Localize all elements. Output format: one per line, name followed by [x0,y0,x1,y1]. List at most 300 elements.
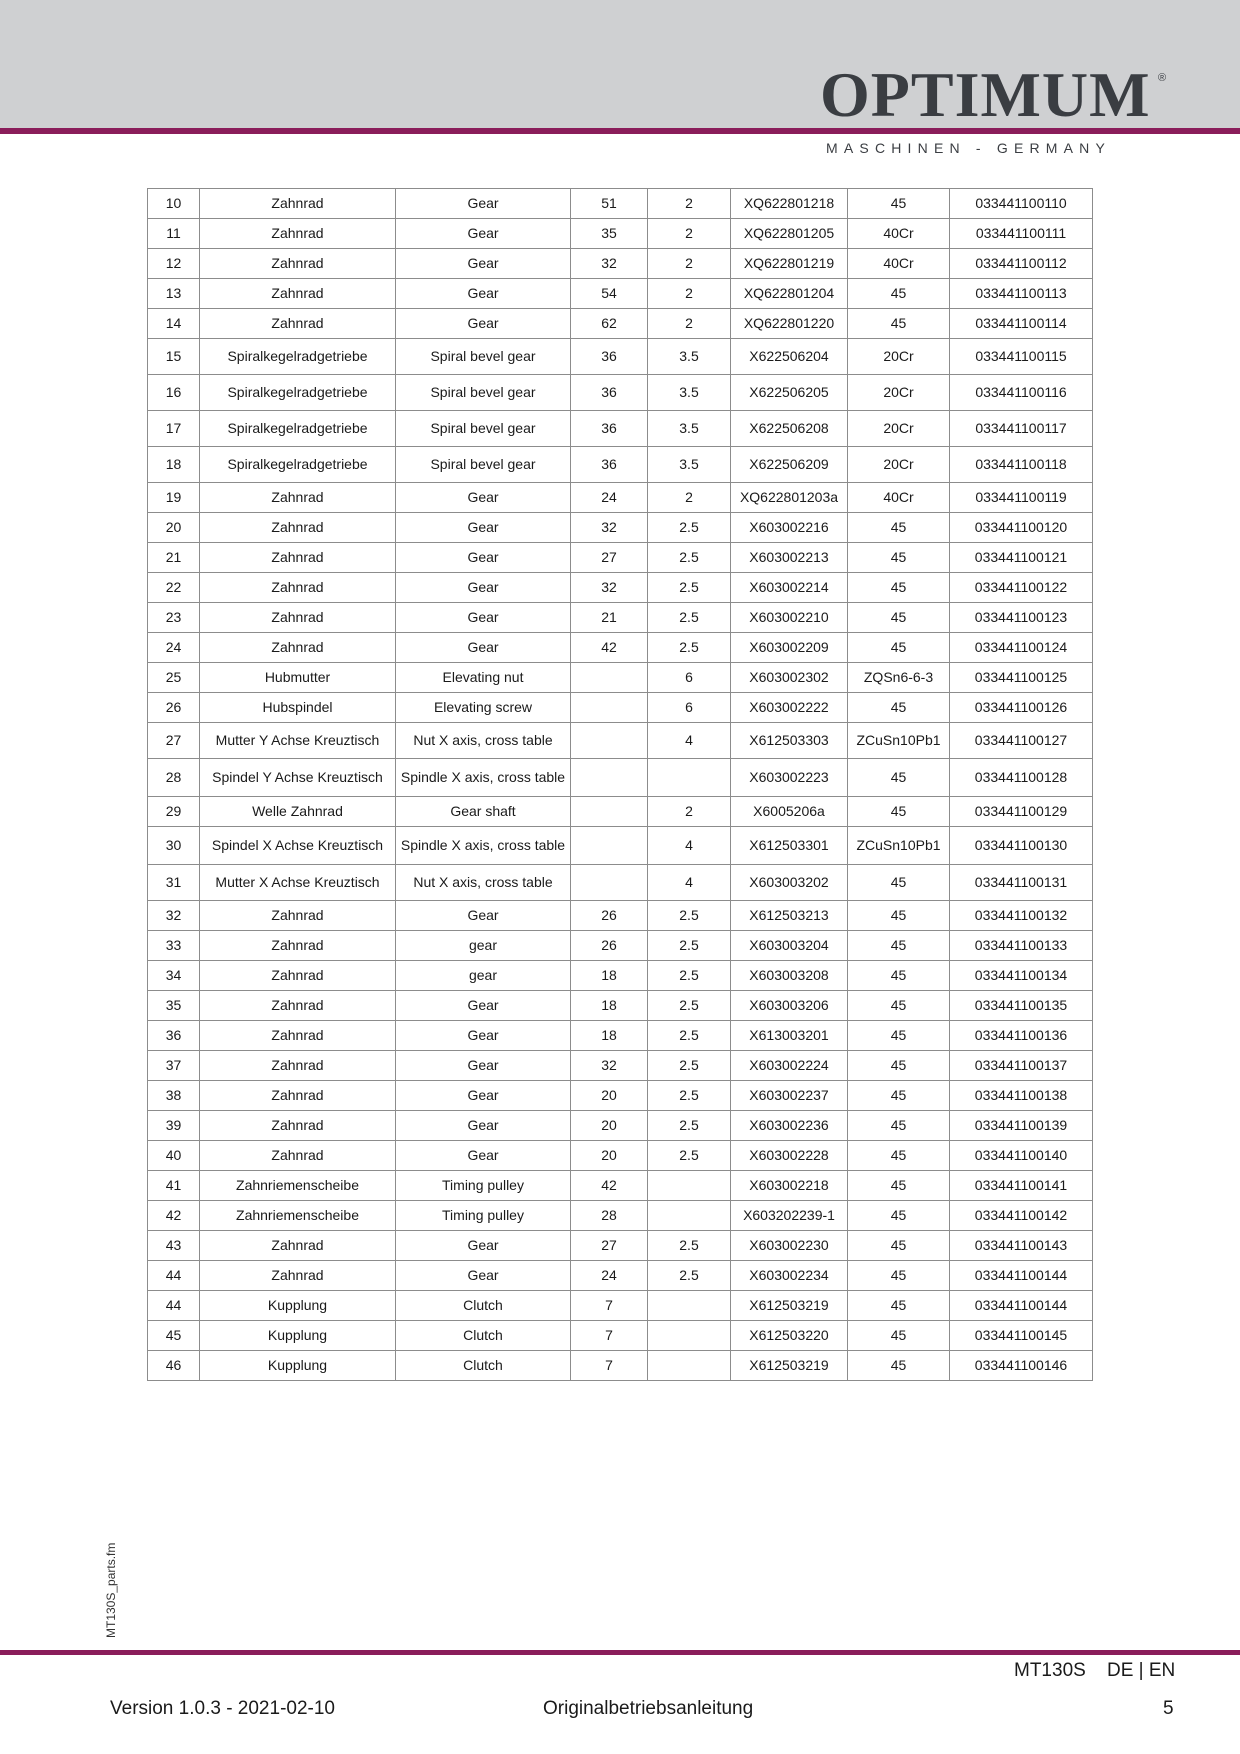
description-de-cell: Spindel X Achse Kreuztisch [200,827,396,865]
table-row [148,797,1093,827]
drawing-number-cell: X612503219 [731,1351,848,1381]
position-cell: 23 [148,603,200,633]
teeth-cell: 51 [571,189,648,219]
position-cell: 20 [148,513,200,543]
drawing-number-cell: XQ622801218 [731,189,848,219]
module-cell: 2.5 [648,543,731,573]
teeth-cell: 32 [571,249,648,279]
description-en-cell: Gear [396,1021,571,1051]
description-de-cell: Hubspindel [200,693,396,723]
description-en-cell: Spindle X axis, cross table [396,827,571,865]
drawing-number-cell: X603003202 [731,865,848,901]
position-cell: 34 [148,961,200,991]
position-cell: 17 [148,411,200,447]
material-cell: 45 [848,931,950,961]
material-cell: 20Cr [848,375,950,411]
teeth-cell [571,865,648,901]
description-de-cell: Zahnrad [200,1231,396,1261]
drawing-number-cell: X603002214 [731,573,848,603]
module-cell: 2.5 [648,513,731,543]
description-de-cell: Kupplung [200,1351,396,1381]
description-en-cell: Spindle X axis, cross table [396,759,571,797]
module-cell: 4 [648,865,731,901]
drawing-number-cell: X603002209 [731,633,848,663]
description-en-cell: Gear [396,219,571,249]
module-cell: 2 [648,189,731,219]
position-cell: 10 [148,189,200,219]
module-cell [648,1321,731,1351]
drawing-number-cell: X6005206a [731,797,848,827]
drawing-number-cell: X603002236 [731,1111,848,1141]
item-number-cell: 033441100134 [950,961,1093,991]
module-cell: 3.5 [648,447,731,483]
item-number-cell: 033441100128 [950,759,1093,797]
module-cell: 2.5 [648,1051,731,1081]
item-number-cell: 033441100132 [950,901,1093,931]
file-name-label: MT130S_parts.fm [104,1542,118,1638]
position-cell: 11 [148,219,200,249]
description-en-cell: Gear shaft [396,797,571,827]
table-row [148,447,1093,483]
description-de-cell: Zahnriemenscheibe [200,1171,396,1201]
module-cell: 6 [648,693,731,723]
material-cell: 45 [848,1201,950,1231]
material-cell: 40Cr [848,219,950,249]
optimum-logo: OPTIMUM [820,59,1151,130]
position-cell: 45 [148,1321,200,1351]
description-de-cell: Zahnrad [200,543,396,573]
table-row [148,573,1093,603]
table-row [148,279,1093,309]
material-cell: 40Cr [848,249,950,279]
table-row [148,339,1093,375]
position-cell: 16 [148,375,200,411]
module-cell: 2.5 [648,1141,731,1171]
drawing-number-cell: XQ622801204 [731,279,848,309]
item-number-cell: 033441100122 [950,573,1093,603]
material-cell: 45 [848,513,950,543]
description-en-cell: Gear [396,1231,571,1261]
description-de-cell: Zahnriemenscheibe [200,1201,396,1231]
material-cell: 45 [848,1351,950,1381]
drawing-number-cell: X603003206 [731,991,848,1021]
position-cell: 29 [148,797,200,827]
footer-languages: DE | EN [1107,1660,1176,1681]
description-en-cell: Gear [396,1111,571,1141]
teeth-cell: 32 [571,1051,648,1081]
teeth-cell: 18 [571,1021,648,1051]
material-cell: 45 [848,797,950,827]
item-number-cell: 033441100140 [950,1141,1093,1171]
table-row [148,1291,1093,1321]
teeth-cell: 27 [571,1231,648,1261]
description-en-cell: Gear [396,1261,571,1291]
teeth-cell: 28 [571,1201,648,1231]
position-cell: 46 [148,1351,200,1381]
table-row [148,603,1093,633]
module-cell: 2 [648,483,731,513]
footer-document-title: Originalbetriebsanleitung [543,1698,754,1719]
item-number-cell: 033441100129 [950,797,1093,827]
table-row [148,991,1093,1021]
module-cell: 2.5 [648,1081,731,1111]
item-number-cell: 033441100113 [950,279,1093,309]
module-cell: 2.5 [648,1021,731,1051]
module-cell: 2.5 [648,991,731,1021]
teeth-cell: 26 [571,931,648,961]
teeth-cell: 35 [571,219,648,249]
description-de-cell: Spiralkegelradgetriebe [200,339,396,375]
module-cell: 3.5 [648,339,731,375]
position-cell: 19 [148,483,200,513]
teeth-cell: 20 [571,1081,648,1111]
material-cell: 45 [848,1081,950,1111]
material-cell: 45 [848,693,950,723]
description-en-cell: Clutch [396,1351,571,1381]
teeth-cell: 36 [571,339,648,375]
table-row [148,1351,1093,1381]
module-cell: 2.5 [648,1111,731,1141]
teeth-cell: 36 [571,411,648,447]
module-cell: 2.5 [648,573,731,603]
description-de-cell: Zahnrad [200,1051,396,1081]
module-cell: 4 [648,723,731,759]
position-cell: 28 [148,759,200,797]
description-en-cell: Gear [396,603,571,633]
drawing-number-cell: XQ622801203a [731,483,848,513]
footer-accent-line [0,1650,1240,1655]
position-cell: 14 [148,309,200,339]
teeth-cell: 54 [571,279,648,309]
description-de-cell: Zahnrad [200,633,396,663]
item-number-cell: 033441100126 [950,693,1093,723]
material-cell: 45 [848,1171,950,1201]
position-cell: 25 [148,663,200,693]
table-row [148,961,1093,991]
table-row [148,827,1093,865]
position-cell: 18 [148,447,200,483]
item-number-cell: 033441100117 [950,411,1093,447]
teeth-cell [571,759,648,797]
footer-version: Version 1.0.3 - 2021-02-10 [110,1698,335,1719]
description-de-cell: Zahnrad [200,931,396,961]
description-de-cell: Zahnrad [200,901,396,931]
table-row [148,1081,1093,1111]
module-cell [648,1201,731,1231]
teeth-cell: 21 [571,603,648,633]
module-cell [648,1171,731,1201]
material-cell: 40Cr [848,483,950,513]
table-row [148,219,1093,249]
teeth-cell: 7 [571,1351,648,1381]
position-cell: 42 [148,1201,200,1231]
material-cell: 45 [848,603,950,633]
item-number-cell: 033441100146 [950,1351,1093,1381]
description-de-cell: Spiralkegelradgetriebe [200,375,396,411]
description-de-cell: Zahnrad [200,483,396,513]
drawing-number-cell: X603002228 [731,1141,848,1171]
item-number-cell: 033441100120 [950,513,1093,543]
item-number-cell: 033441100135 [950,991,1093,1021]
material-cell: 45 [848,1291,950,1321]
description-en-cell: Gear [396,189,571,219]
item-number-cell: 033441100123 [950,603,1093,633]
table-row [148,1051,1093,1081]
module-cell: 3.5 [648,411,731,447]
material-cell: 45 [848,991,950,1021]
description-en-cell: Nut X axis, cross table [396,723,571,759]
position-cell: 39 [148,1111,200,1141]
description-de-cell: Zahnrad [200,1081,396,1111]
table-row [148,1171,1093,1201]
drawing-number-cell: XQ622801205 [731,219,848,249]
teeth-cell: 36 [571,447,648,483]
position-cell: 44 [148,1291,200,1321]
description-en-cell: Timing pulley [396,1171,571,1201]
material-cell: 45 [848,1231,950,1261]
table-row [148,543,1093,573]
table-row [148,1111,1093,1141]
position-cell: 38 [148,1081,200,1111]
description-de-cell: Zahnrad [200,249,396,279]
drawing-number-cell: X603002210 [731,603,848,633]
module-cell: 2.5 [648,961,731,991]
module-cell: 2 [648,249,731,279]
table-row [148,375,1093,411]
description-en-cell: gear [396,931,571,961]
item-number-cell: 033441100144 [950,1261,1093,1291]
teeth-cell: 36 [571,375,648,411]
drawing-number-cell: X603002213 [731,543,848,573]
table-row [148,513,1093,543]
teeth-cell: 18 [571,991,648,1021]
drawing-number-cell: X603002234 [731,1261,848,1291]
item-number-cell: 033441100143 [950,1231,1093,1261]
module-cell: 2 [648,219,731,249]
material-cell: ZCuSn10Pb1 [848,827,950,865]
drawing-number-cell: X612503220 [731,1321,848,1351]
teeth-cell: 26 [571,901,648,931]
item-number-cell: 033441100144 [950,1291,1093,1321]
table-row [148,411,1093,447]
description-en-cell: Spiral bevel gear [396,339,571,375]
teeth-cell: 20 [571,1141,648,1171]
position-cell: 33 [148,931,200,961]
item-number-cell: 033441100118 [950,447,1093,483]
module-cell: 2.5 [648,603,731,633]
description-en-cell: Gear [396,1051,571,1081]
description-en-cell: Nut X axis, cross table [396,865,571,901]
description-en-cell: Elevating screw [396,693,571,723]
teeth-cell: 32 [571,573,648,603]
drawing-number-cell: X603002222 [731,693,848,723]
description-de-cell: Mutter Y Achse Kreuztisch [200,723,396,759]
drawing-number-cell: X603002216 [731,513,848,543]
position-cell: 41 [148,1171,200,1201]
description-en-cell: Spiral bevel gear [396,375,571,411]
position-cell: 40 [148,1141,200,1171]
description-en-cell: Gear [396,1141,571,1171]
description-de-cell: Zahnrad [200,279,396,309]
item-number-cell: 033441100130 [950,827,1093,865]
position-cell: 15 [148,339,200,375]
drawing-number-cell: XQ622801219 [731,249,848,279]
module-cell: 2 [648,797,731,827]
teeth-cell [571,723,648,759]
teeth-cell: 62 [571,309,648,339]
table-row [148,1201,1093,1231]
description-en-cell: Gear [396,483,571,513]
material-cell: 45 [848,1051,950,1081]
table-row [148,633,1093,663]
item-number-cell: 033441100138 [950,1081,1093,1111]
teeth-cell: 20 [571,1111,648,1141]
table-row [148,1141,1093,1171]
description-de-cell: Zahnrad [200,219,396,249]
module-cell: 2.5 [648,1261,731,1291]
description-en-cell: Gear [396,573,571,603]
item-number-cell: 033441100124 [950,633,1093,663]
table-row [148,663,1093,693]
drawing-number-cell: X603003208 [731,961,848,991]
table-row [148,1021,1093,1051]
drawing-number-cell: X622506209 [731,447,848,483]
parts-table [147,188,1093,1381]
teeth-cell: 18 [571,961,648,991]
drawing-number-cell: X612503301 [731,827,848,865]
table-row [148,189,1093,219]
material-cell: 45 [848,1141,950,1171]
drawing-number-cell: X612503303 [731,723,848,759]
logo-tagline: MASCHINEN - GERMANY [826,140,1112,156]
material-cell: 45 [848,1261,950,1291]
description-en-cell: Gear [396,633,571,663]
position-cell: 21 [148,543,200,573]
material-cell: ZQSn6-6-3 [848,663,950,693]
position-cell: 43 [148,1231,200,1261]
drawing-number-cell: X613003201 [731,1021,848,1051]
description-de-cell: Zahnrad [200,961,396,991]
description-en-cell: Gear [396,249,571,279]
item-number-cell: 033441100145 [950,1321,1093,1351]
position-cell: 30 [148,827,200,865]
module-cell: 2 [648,279,731,309]
drawing-number-cell: X622506205 [731,375,848,411]
drawing-number-cell: X603002230 [731,1231,848,1261]
item-number-cell: 033441100114 [950,309,1093,339]
item-number-cell: 033441100119 [950,483,1093,513]
table-row [148,931,1093,961]
teeth-cell: 27 [571,543,648,573]
table-row [148,1231,1093,1261]
description-en-cell: Gear [396,279,571,309]
description-de-cell: Spiralkegelradgetriebe [200,411,396,447]
material-cell: 45 [848,901,950,931]
position-cell: 13 [148,279,200,309]
description-de-cell: Hubmutter [200,663,396,693]
table-row [148,759,1093,797]
description-en-cell: Clutch [396,1291,571,1321]
teeth-cell: 24 [571,1261,648,1291]
footer-model: MT130S [1014,1660,1086,1681]
item-number-cell: 033441100131 [950,865,1093,901]
description-de-cell: Spiralkegelradgetriebe [200,447,396,483]
item-number-cell: 033441100137 [950,1051,1093,1081]
material-cell: 45 [848,279,950,309]
parts-table-body [148,189,1093,1381]
material-cell: ZCuSn10Pb1 [848,723,950,759]
table-row [148,1321,1093,1351]
description-de-cell: Kupplung [200,1321,396,1351]
drawing-number-cell: X622506204 [731,339,848,375]
item-number-cell: 033441100110 [950,189,1093,219]
table-row [148,309,1093,339]
item-number-cell: 033441100125 [950,663,1093,693]
description-en-cell: Elevating nut [396,663,571,693]
material-cell: 45 [848,759,950,797]
item-number-cell: 033441100112 [950,249,1093,279]
drawing-number-cell: X603002224 [731,1051,848,1081]
table-row [148,901,1093,931]
drawing-number-cell: X603002302 [731,663,848,693]
description-de-cell: Zahnrad [200,1021,396,1051]
description-en-cell: Clutch [396,1321,571,1351]
teeth-cell: 7 [571,1291,648,1321]
description-en-cell: Gear [396,1081,571,1111]
teeth-cell [571,693,648,723]
teeth-cell [571,797,648,827]
item-number-cell: 033441100115 [950,339,1093,375]
description-en-cell: Spiral bevel gear [396,411,571,447]
table-row [148,865,1093,901]
drawing-number-cell: XQ622801220 [731,309,848,339]
material-cell: 45 [848,1111,950,1141]
material-cell: 20Cr [848,447,950,483]
module-cell: 2.5 [648,931,731,961]
material-cell: 45 [848,573,950,603]
description-de-cell: Zahnrad [200,1111,396,1141]
drawing-number-cell: X603202239-1 [731,1201,848,1231]
description-de-cell: Zahnrad [200,991,396,1021]
description-en-cell: Gear [396,309,571,339]
module-cell: 2 [648,309,731,339]
material-cell: 20Cr [848,339,950,375]
teeth-cell: 42 [571,633,648,663]
material-cell: 45 [848,1021,950,1051]
description-de-cell: Welle Zahnrad [200,797,396,827]
module-cell: 2.5 [648,1231,731,1261]
table-row [148,723,1093,759]
description-de-cell: Zahnrad [200,513,396,543]
material-cell: 45 [848,309,950,339]
description-de-cell: Zahnrad [200,603,396,633]
module-cell: 4 [648,827,731,865]
position-cell: 27 [148,723,200,759]
description-de-cell: Kupplung [200,1291,396,1321]
table-row [148,249,1093,279]
description-en-cell: Gear [396,543,571,573]
table-row [148,1261,1093,1291]
module-cell: 3.5 [648,375,731,411]
description-de-cell: Zahnrad [200,309,396,339]
drawing-number-cell: X603002218 [731,1171,848,1201]
teeth-cell [571,663,648,693]
teeth-cell: 42 [571,1171,648,1201]
footer-page-number: 5 [1163,1698,1174,1719]
description-de-cell: Spindel Y Achse Kreuztisch [200,759,396,797]
position-cell: 36 [148,1021,200,1051]
material-cell: 45 [848,961,950,991]
